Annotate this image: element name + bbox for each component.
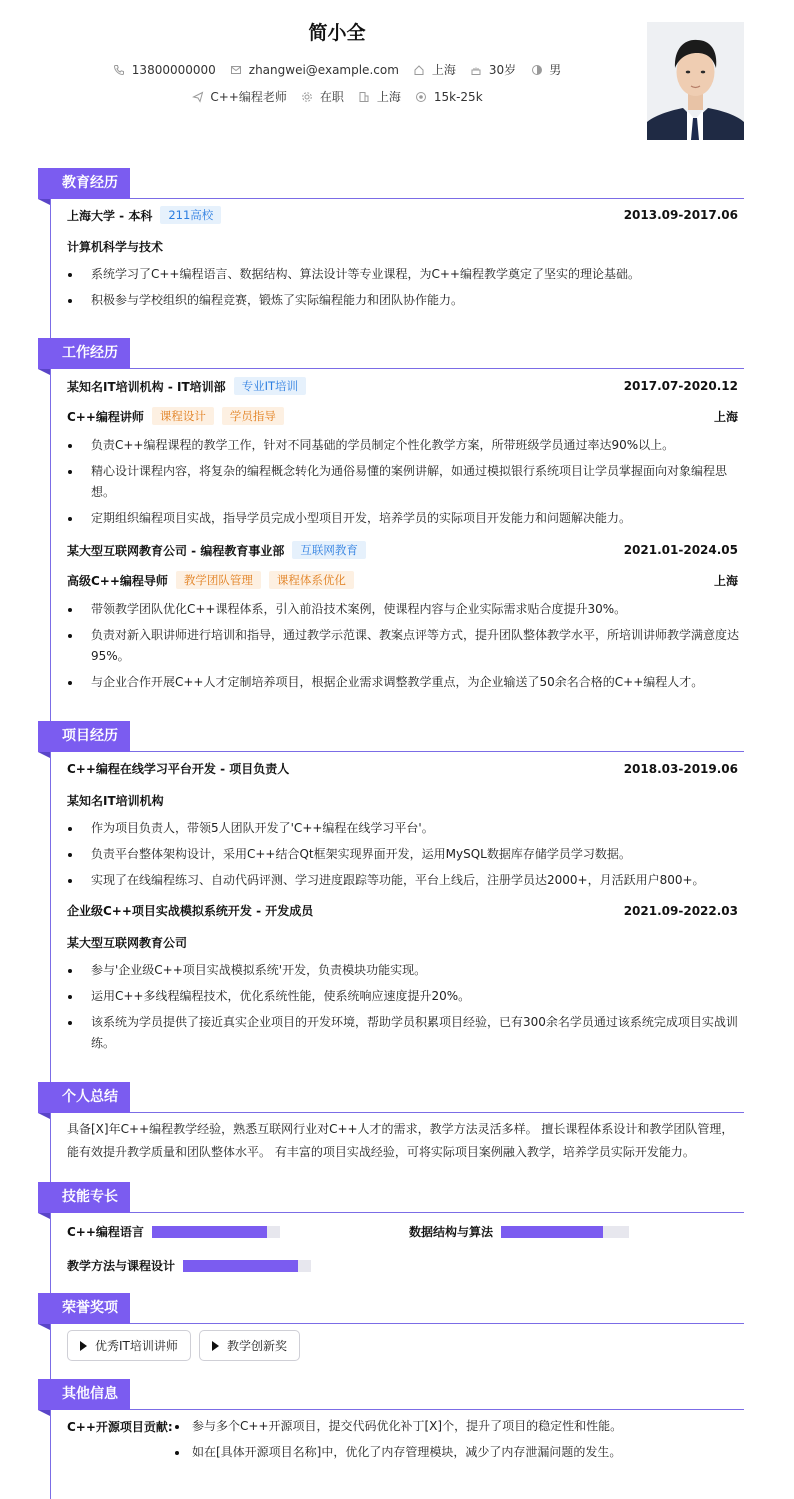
salary-text: 15k-25k [433,89,483,104]
list-item: 实现了在线编程练习、自动代码评测、学习进度跟踪等功能，平台上线后，注册学员达2000+，月活跃用户800+。 [67,870,742,891]
job-title-item [191,88,287,105]
section-title: 教育经历 [38,168,130,199]
home-icon [413,63,426,76]
candidate-name: 简小全 [308,22,366,44]
mail-icon [230,63,243,76]
school-name: 上海大学 - 本科 [67,208,153,223]
section-fold-marker [38,752,50,758]
list-item: 负责C++编程课程的教学工作，针对不同基础的学员制定个性化教学方案，所带班级学员通过率达90%以上。 [67,435,742,456]
project-row [67,902,738,919]
company-name: 某大型互联网教育公司 - 编程教育事业部 [67,543,285,558]
send-icon [191,90,204,103]
project-org: 某知名IT培训机构 [67,794,164,808]
section-header [38,1082,744,1113]
work-section [38,338,744,689]
skill-bar-fill [183,1260,298,1272]
list-item: 与企业合作开展C++人才定制培养项目，根据企业需求调整教学重点，为企业输送了50余名合格的C++编程人才。 [67,672,742,693]
section-title: 项目经历 [38,721,130,752]
summary-text: 具备[X]年C++编程教学经验，熟悉互联网行业对C++人才的需求，教学方法灵活多样。 擅长课程体系设计和教学团队管理，能有效提升教学质量和团队整体水平。 有丰富的项目实战经验，可将实际项目案例融入教学，培养学员实际开发能力。 [67,1122,734,1159]
section-fold-marker [38,1410,50,1416]
list-item: 积极参与学校组织的编程竞赛，锻炼了实际编程能力和团队协作能力。 [67,290,742,311]
list-item: 负责平台整体架构设计，采用C++结合Qt框架实现界面开发，运用MySQL数据库存储学员学习数据。 [67,844,742,865]
section-header [38,1182,744,1213]
list-item: 负责对新入职讲师进行培训和指导，通过教学示范课、教案点评等方式，提升团队整体教学水平，所培训讲师教学满意度达95%。 [67,625,742,667]
email-item [230,61,399,78]
city-item [413,61,456,78]
work-bullets [67,435,742,534]
project-row [67,760,738,777]
role-name: 高级C++编程导师 [67,573,168,588]
section-title: 个人总结 [38,1082,130,1113]
project-bullets [67,960,742,1059]
list-item: 该系统为学员提供了接近真实企业项目的开发环境，帮助学员积累项目经验，已有300余名学员通过该系统完成项目实战训练。 [67,1012,742,1054]
project-name: C++编程在线学习平台开发 - 项目负责人 [67,762,290,776]
other-label: C++开源项目贡献: [67,1420,173,1434]
project-name: 企业级C++项目实战模拟系统开发 - 开发成员 [67,904,314,918]
role-tag: 课程设计 [152,407,214,425]
role-tag: 学员指导 [222,407,284,425]
skill-bar-fill [501,1226,603,1238]
work-bullets [67,599,742,698]
gender-text: 男 [549,63,562,77]
phone-icon [113,63,126,76]
phone-text: 13800000000 [131,62,216,77]
list-item: 作为项目负责人，带领5人团队开发了'C++编程在线学习平台'。 [67,818,742,839]
education-row [67,206,738,224]
gender-item [530,61,561,78]
skill-item [67,1257,311,1274]
company-tag: 互联网教育 [292,541,366,559]
role-name: C++编程讲师 [67,409,144,424]
award-badge[interactable] [199,1330,300,1361]
city-text: 上海 [431,63,456,77]
contact-row [0,61,674,78]
company-tag: 专业IT培训 [234,377,306,395]
status-item [301,88,344,105]
list-item: 参与'企业级C++项目实战模拟系统'开发，负责模块功能实现。 [67,960,742,981]
role-tag: 课程体系优化 [269,571,354,589]
section-title: 其他信息 [38,1379,130,1410]
work-role-row [67,571,738,589]
list-item: 定期组织编程项目实战，指导学员完成小型项目开发，培养学员的实际项目开发能力和问题解决能力。 [67,508,742,529]
education-bullets [67,264,742,316]
award-label: 教学创新奖 [227,1339,288,1353]
skill-name: 数据结构与算法 [409,1225,494,1239]
gender-icon [530,63,543,76]
work-company-row [67,377,738,395]
section-fold-marker [38,1324,50,1330]
list-item: 带领教学团队优化C++课程体系，引入前沿技术案例，使课程内容与企业实际需求贴合度提升30%。 [67,599,742,620]
summary-section [38,1082,744,1159]
salary-item [415,88,483,105]
list-item: 运用C++多线程编程技术，优化系统性能，使系统响应速度提升20%。 [67,986,742,1007]
job-title-text: C++编程老师 [210,90,287,104]
age-text: 30岁 [488,63,517,77]
work-location: 上海 [713,409,738,424]
section-title: 荣誉奖项 [38,1293,130,1324]
section-header [38,1293,744,1324]
project-section [38,721,744,1050]
work-role-row [67,407,738,425]
section-fold-marker [38,199,50,205]
project-org: 某大型互联网教育公司 [67,936,188,950]
role-tag: 教学团队管理 [176,571,261,589]
section-header [38,338,744,369]
section-fold-marker [38,1213,50,1219]
major-name: 计算机科学与技术 [67,240,164,254]
section-title: 技能专长 [38,1182,130,1213]
work-company-row [67,541,738,559]
section-title: 工作经历 [38,338,130,369]
skill-bar [183,1260,311,1272]
project-date: 2021.09-2022.03 [623,903,738,918]
status-text: 在职 [319,90,344,104]
play-icon [212,1341,219,1351]
section-header [38,1379,744,1410]
company-name: 某知名IT培训机构 - IT培训部 [67,379,226,394]
skill-bar [152,1226,280,1238]
coin-icon [415,90,428,103]
skills-section [38,1182,744,1273]
skill-name: C++编程语言 [67,1225,144,1239]
skill-item [67,1223,280,1240]
target-city-text: 上海 [376,90,401,104]
profile-photo [647,22,744,140]
education-date: 2013.09-2017.06 [623,208,738,222]
award-badge[interactable] [67,1330,191,1361]
resume-header [0,0,794,150]
skill-name: 教学方法与课程设计 [67,1259,176,1273]
section-fold-marker [38,1113,50,1119]
section-fold-marker [38,369,50,375]
project-bullets [67,818,742,896]
work-location: 上海 [713,573,738,588]
cake-icon [470,63,483,76]
gear-icon [301,90,314,103]
list-item: 精心设计课程内容，将复杂的编程概念转化为通俗易懂的案例讲解，如通过模拟银行系统项目让学员掌握面向对象编程思想。 [67,461,742,503]
email-text: zhangwei@example.com [248,62,399,77]
phone-item [113,61,216,78]
skill-bar-fill [152,1226,267,1238]
building-icon [358,90,371,103]
work-date: 2017.07-2020.12 [623,379,738,393]
list-item: 如在[具体开源项目名称]中，优化了内存管理模块，减少了内存泄漏问题的发生。 [172,1442,732,1463]
other-section [38,1379,744,1410]
awards-section [38,1293,744,1324]
play-icon [80,1341,87,1351]
school-tag: 211高校 [160,206,221,224]
age-item [470,61,516,78]
award-label: 优秀IT培训讲师 [95,1339,178,1353]
education-section [38,168,744,307]
skill-bar [501,1226,629,1238]
job-intent-row [0,88,674,105]
work-date: 2021.01-2024.05 [623,543,738,557]
project-date: 2018.03-2019.06 [623,761,738,776]
target-city-item [358,88,401,105]
list-item: 系统学习了C++编程语言、数据结构、算法设计等专业课程，为C++编程教学奠定了坚实的理论基础。 [67,264,742,285]
other-list [172,1416,732,1468]
skill-item [409,1223,629,1240]
list-item: 参与多个C++开源项目，提交代码优化补丁[X]个，提升了项目的稳定性和性能。 [172,1416,732,1437]
section-header [38,721,744,752]
section-header [38,168,744,199]
